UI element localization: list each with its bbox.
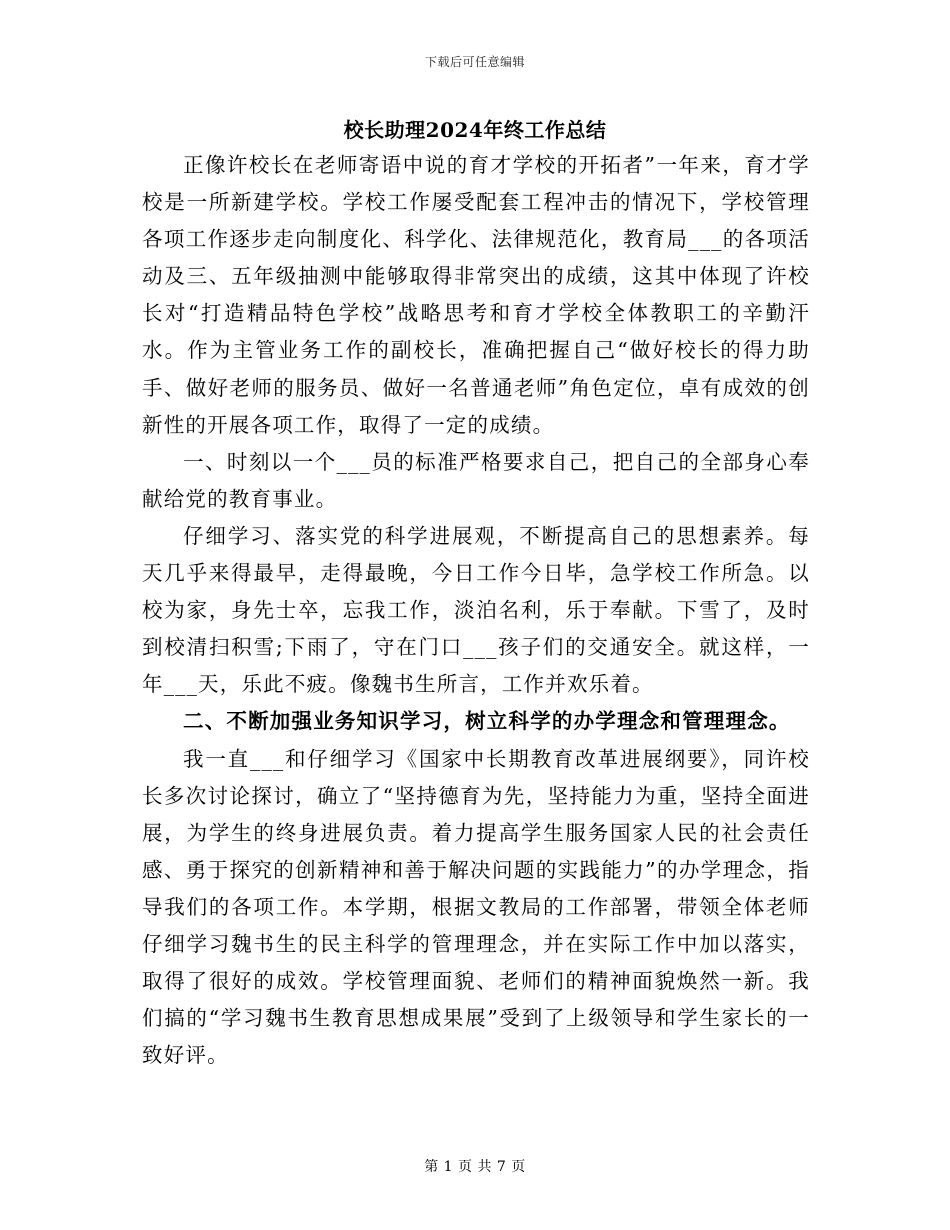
page-number: 第 1 页 共 7 页 (424, 1159, 526, 1175)
paragraph-intro: 正像许校长在老师寄语中说的育才学校的开拓者”一年来，育才学校是一所新建学校。学校工作屡受配套工程冲击的情况下，学校管理各项工作逐步走向制度化、科学化、法律规范化，教育局___的各项活动及三、五年级抽测中能够取得非常突出的成绩，这其中体现了许校长对“打造精品特色学校”战略思考和育才学校全体教职工的辛勤汗水。作为主管业务工作的副校长，准确把握自己“做好校长的得力助手、做好老师的服务员、做好一名普通老师”角色定位，卓有成效的创新性的开展各项工作，取得了一定的成绩。 (142, 153, 810, 437)
paragraph-section-2: 我一直___和仔细学习《国家中长期教育改革进展纲要》，同许校长多次讨论探讨，确立了“坚持德育为先，坚持能力为重，坚持全面进展，为学生的终身进展负责。着力提高学生服务国家人民的社会责任感、勇于探究的创新精神和善于解决问题的实践能力”的办学理念，指导我们的各项工作。本学期，根据文教局的工作部署，带领全体老师仔细学习魏书生的民主科学的管理理念，并在实际工作中加以落实，取得了很好的成效。学校管理面貌、老师们的精神面貌焕然一新。我们搞的“学习魏书生教育思想成果展”受到了上级领导和学生家长的一致好评。 (142, 746, 810, 1068)
section-heading-2: 二、不断加强业务知识学习，树立科学的办学理念和管理理念。 (183, 709, 791, 734)
header-note: 下载后可任意编辑 (424, 55, 525, 69)
document-body (142, 147, 810, 1074)
paragraph-section-1: 仔细学习、落实党的科学进展观，不断提高自己的思想素养。每天几乎来得最早，走得最晚，今日工作今日毕，急学校工作所急。以校为家，身先士卒，忘我工作，淡泊名利，乐于奉献。下雪了，及时到校清扫积雪;下雨了，守在门口___孩子们的交通安全。就这样，一年___天，乐此不疲。像魏书生所言，工作并欢乐着。 (142, 523, 810, 697)
document-title: 校长助理2024年终工作总结 (343, 118, 607, 142)
section-heading-1: 一、时刻以一个___员的标准严格要求自己，把自己的全部身心奉献给党的教育事业。 (142, 449, 810, 511)
